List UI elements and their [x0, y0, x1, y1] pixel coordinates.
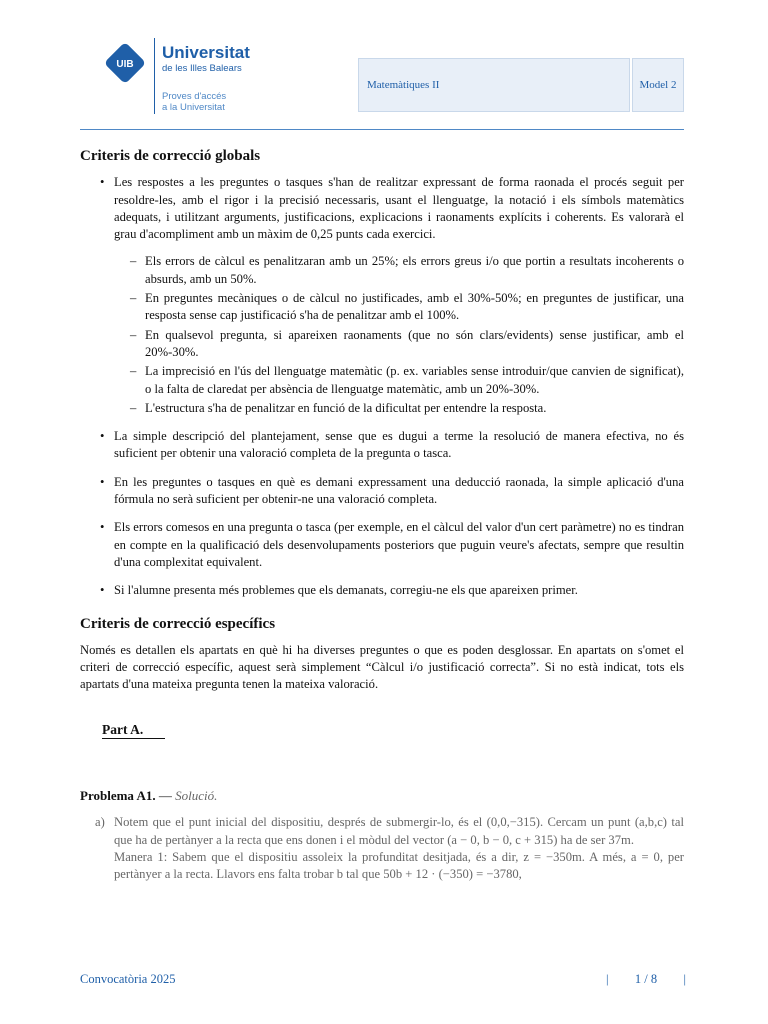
solution-paragraph-1: Notem que el punt inicial del dispositiu, després de submergir-lo, és el (0,0,−315). Cercam un punt (a,b,c) tal que ha de pertànyer a la recta que ens donen i el mòdul del vector (a − 0, b − 0, c + 315) ha de ser 37m.	[114, 815, 684, 847]
logo-name: Universitat	[162, 43, 250, 62]
penalty-item: – En preguntes mecàniques o de càlcul no justificades, amb el 30%-50%; en preguntes de justificar, una resposta sense cap justificació s'ha de penalitzar amb el 100%.	[114, 290, 684, 325]
logo-proves-line1: Proves d'accés	[162, 91, 227, 102]
global-criterion-1	[80, 174, 684, 417]
footer-sep-right: |	[683, 972, 686, 986]
global-criterion-2: • La simple descripció del plantejament, sense que es dugui a terme la resolució de manera efectiva, no és suficient per obtenir una valoració completa de la pregunta o tasca.	[80, 428, 684, 463]
header-model: Model 2	[632, 58, 684, 112]
solution-body	[80, 814, 684, 883]
footer-page: 1 / 8	[634, 972, 658, 986]
global-criteria-title: Criteris de correcció globals	[80, 148, 261, 164]
penalty-item: – L'estructura s'ha de penalitzar en funció de la dificultat per entendre la resposta.	[114, 400, 684, 417]
header-subject: Matemàtiques II	[358, 58, 630, 112]
global-criteria-list	[80, 174, 684, 599]
uib-logo	[102, 38, 252, 118]
solution-label: Solució.	[175, 788, 218, 804]
specific-criteria-text: Només es detallen els apartats en què hi ha diverses preguntes o que es poden desglossar. En apartats on s'omet el criteri de correcció específic, aquest serà simplement “Càlcul i/o justificació correcta”. Si no està indicat, tots els apartats d'una mateixa pregunta tenen la mateixa valoració.	[80, 642, 684, 692]
logo-proves	[162, 91, 226, 113]
penalty-list	[114, 253, 684, 417]
part-heading: Part A.	[102, 722, 165, 739]
solution-paragraph-2: Manera 1: Sabem que el dispositiu assoleix la profunditat desitjada, és a dir, z = −350m. A més, a = 0, per pertànyer a la recta. Llavors ens falta trobar b tal que 50b + 12 · (−350) = −3780,	[114, 849, 684, 882]
penalty-item: – En qualsevol pregunta, si apareixen raonaments (que no són clars/evidents) sense justificar, amb el 20%-30%.	[114, 327, 684, 362]
problem-heading	[80, 787, 684, 804]
penalty-item: – Els errors de càlcul es penalitzaran amb un 25%; els errors greus i/o que portin a resultats incoherents o absurds, amb un 50%.	[114, 253, 684, 288]
footer-sep-left: |	[606, 972, 609, 986]
logo-separator	[154, 38, 155, 114]
global-criterion-3: • En les preguntes o tasques en què es demani expressament una deducció raonada, la simple aplicació d'una fórmula no serà suficient per obtenir-ne una valoració completa.	[80, 474, 684, 509]
global-criterion-1-text: • Les respostes a les preguntes o tasques s'han de realitzar expressant de forma raonada el procés seguit per resoldre-les, amb el rigor i la precisió necessaris, usant el llenguatge, la notació i els símbols matemàtics adequats, i utilitzant arguments, justificacions, explicacions i raonaments explícits i coherents. Es valorarà el grau d'acompliment amb un màxim de 0,25 punts cada exercici.	[114, 175, 684, 242]
specific-criteria-title: Criteris de correcció específics	[80, 615, 276, 632]
global-criterion-4: • Els errors comesos en una pregunta o tasca (per exemple, en el càlcul del valor d'un cert paràmetre) no es tindran en compte en la qualificació dels desenvolupaments posteriors que puguin veure's afectats, sempre que resultin d'una complexitat equivalent.	[80, 519, 684, 571]
problem-dash: —	[158, 788, 172, 804]
logo-subtitle: de les Illes Balears	[162, 63, 242, 74]
penalty-item: – La imprecisió en l'ús del llenguatge matemàtic (p. ex. variables sense introduir/que canvien de significat), o la falta de claredat per absència de llenguatge matemàtic, amb un 20%-30%.	[114, 363, 684, 398]
logo-proves-line2: a la Universitat	[162, 102, 225, 113]
footer-convocatoria: Convocatòria 2025	[80, 972, 176, 986]
problem-title: Problema A1.	[80, 788, 156, 804]
global-criterion-5: • Si l'alumne presenta més problemes que els demanats, corregiu-ne els que apareixen primer.	[80, 582, 684, 599]
header-divider	[80, 129, 684, 130]
footer-page-number	[606, 972, 686, 987]
page-content	[80, 148, 684, 884]
uib-diamond-icon	[102, 40, 148, 86]
logo-badge: UIB	[116, 59, 134, 70]
solution-item-label: a)	[95, 815, 105, 830]
